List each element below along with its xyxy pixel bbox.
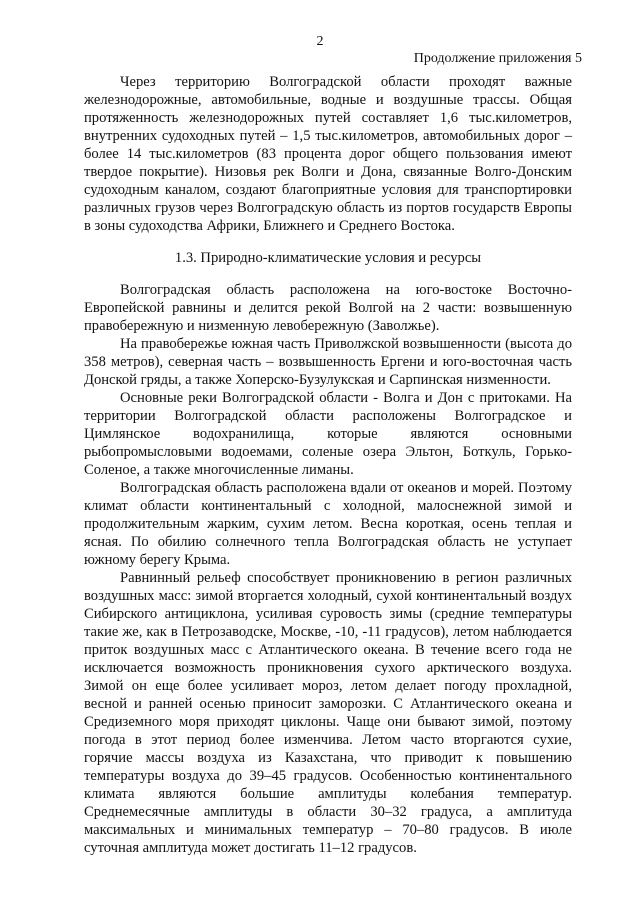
paragraph-location: Волгоградская область расположена на юго-востоке Восточно-Европейской равнины и делится рекой Волгой на 2 части: возвышенную правобережную и низменную левобережную (Заволжье).: [84, 282, 572, 334]
document-body: [84, 73, 572, 857]
paragraph-transport: Через территорию Волгоградской области проходят важные железнодорожные, автомобильные, водные и воздушные трассы. Общая протяженность железнодорожных путей составляет 1,6 тыс.километров, внутренних судоходных путей – 1,5 тыс.километров, автомобильных дорог – более 14 тыс.километров (83 процента дорог общего пользования имеют твердое покрытие). Низовья рек Волги и Дона, связанные Волго-Донским судоходным каналом, создают благоприятные условия для транспортировки различных грузов через Волгоградскую область из портов государств Европы в зоны судоходства Африки, Ближнего и Среднего Востока.: [84, 74, 572, 234]
section-title: 1.3. Природно-климатические условия и ресурсы: [174, 250, 482, 266]
appendix-note: Продолжение приложения 5: [413, 51, 582, 66]
paragraph-relief: На правобережье южная часть Приволжской возвышенности (высота до 358 метров), северная часть – возвышенность Ергени и юго-восточная часть Донской гряды, а также Хоперско-Бузулукская и Сарпинская низменности.: [84, 336, 572, 388]
paragraph-climate: Волгоградская область расположена вдали от океанов и морей. Поэтому климат области континентальный с холодной, малоснежной зимой и продолжительным жарким, сухим летом. Весна короткая, осень теплая и ясная. По обилию солнечного тепла Волгоградская область не уступает южному берегу Крыма.: [84, 480, 572, 568]
page-number: 2: [316, 34, 324, 49]
paragraph-air-masses: Равнинный рельеф способствует проникновению в регион различных воздушных масс: зимой вторгается холодный, сухой континентальный воздух Сибирского антициклона, усиливая суровость зимы (средние температуры такие же, как в Петрозаводске, Москве, -10, -11 градусов), летом наблюдается приток воздушных масс с Атлантического океана. В течение всего года не исключается возможность проникновения сухого арктического воздуха. Зимой он еще более усиливает мороз, летом делает погоду прохладной, весной и ранней осенью приносит заморозки. С Атлантического океана и Средиземного моря приходят циклоны. Чаще они бывают зимой, поэтому погода в этот период более изменчива. Летом часто вторгаются сухие, горячие массы воздуха из Казахстана, что приводит к повышению температуры воздуха до 39–45 градусов. Особенностью континентального климата являются большие амплитуды колебания температур. Среднемесячные амплитуды в области 30–32 градуса, а амплитуда максимальных и минимальных температур – 70–80 градусов. В июле суточная амплитуда может достигать 11–12 градусов.: [84, 570, 572, 856]
paragraph-rivers: Основные реки Волгоградской области - Волга и Дон с притоками. На территории Волгоградской области расположены Волгоградское и Цимлянское водохранилища, которые являются основными рыбопромысловыми водоемами, соленые озера Эльтон, Боткуль, Горько-Соленое, а также многочисленные лиманы.: [84, 390, 572, 478]
